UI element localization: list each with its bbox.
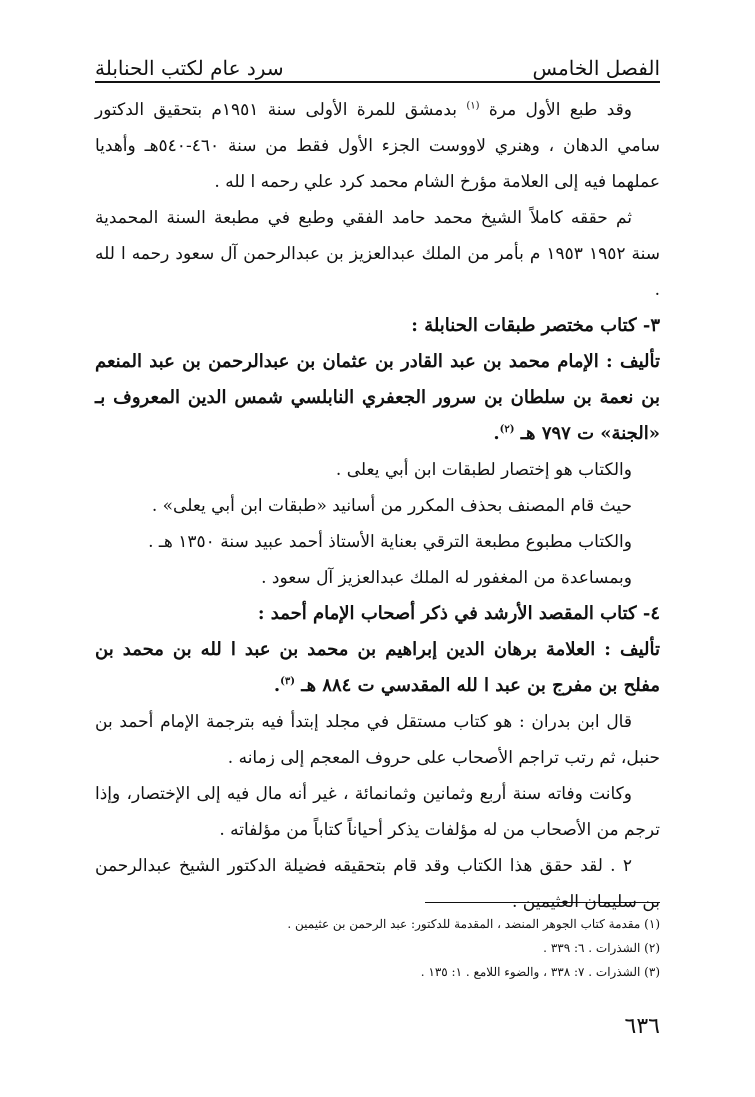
paragraph-second-print: ثم حققه كاملاً الشيخ محمد حامد الفقي وطبع في مطبعة السنة المحمدية سنة ١٩٥٢ ١٩٥٣ م بأمر من الملك عبدالعزيز بن عبدالرحمن آل سعود رحمه ا لله .	[95, 208, 660, 300]
author-book-4: تأليف : العلامة برهان الدين إبراهيم بن محمد بن عبد ا لله بن محمد بن مفلح بن مفرج بن عبد ا لله المقدسي ت ٨٨٤ هـ $^{(٣)}$.	[95, 639, 660, 696]
footnote-rule	[425, 902, 660, 903]
header-rule	[95, 81, 660, 83]
footnote-2: (٢) الشذرات . ٦: ٣٣٩ .	[543, 941, 660, 955]
main-text	[95, 92, 660, 920]
running-header	[95, 30, 660, 86]
line-printing: والكتاب مطبوع مطبعة الترقي بعناية الأستاذ أحمد عبيد سنة ١٣٥٠ هـ .	[148, 532, 632, 552]
footnote-3: (٣) الشذرات . ٧: ٣٣٨ ، والضوء اللامع . ١: ١٣٥ .	[420, 965, 660, 979]
page-number: ٦٣٦	[624, 1014, 660, 1039]
section-title: سرد عام لكتب الحنابلة	[95, 56, 284, 80]
footnote-ref-3: (٣)	[280, 676, 296, 687]
paragraph-edition: ٢ . لقد حقق هذا الكتاب وقد قام بتحقيقه فضيلة الدكتور الشيخ عبدالرحمن بن سليمان العثيمين .	[95, 856, 660, 912]
heading-book-3: ٣- كتاب مختصر طبقات الحنابلة :	[411, 315, 660, 336]
line-support: وبمساعدة من المغفور له الملك عبدالعزيز آل سعود .	[261, 568, 632, 588]
footnote-ref-1: (١)	[466, 100, 480, 112]
paragraph-ibn-badran: قال ابن بدران : هو كتاب مستقل في مجلد إبتدأ فيه بترجمة الإمام أحمد بن حنبل، ثم رتب تراجم الأصحاب على حروف المعجم إلى زمانه .	[95, 712, 660, 768]
line-summary: والكتاب هو إختصار لطبقات ابن أبي يعلى .	[335, 460, 632, 480]
footnotes	[95, 912, 660, 984]
footnote-1: (١) مقدمة كتاب الجوهر المنضد ، المقدمة للدكتور: عبد الرحمن بن عثيمين .	[287, 917, 660, 931]
heading-book-4: ٤- كتاب المقصد الأرشد في ذكر أصحاب الإمام أحمد :	[257, 603, 660, 624]
paragraph-death: وكانت وفاته سنة أربع وثمانين وثمانمائة ، غير أنه مال فيه إلى الإختصار، وإذا ترجم من الأصحاب من له مؤلفات يذكر أحياناً كتاباً من مؤلفاته .	[95, 784, 660, 840]
chapter-title: الفصل الخامس	[532, 56, 660, 80]
paragraph-first-print: وقد طبع الأول مرة $^{(١)}$ بدمشق للمرة الأولى سنة ١٩٥١م بتحقيق الدكتور سامي الدهان ، وهنري لاووست الجزء الأول فقط من سنة ٤٦٠-٥٤٠هـ وأهديا عملهما فيه إلى العلامة مؤرخ الشام محمد كرد علي رحمه ا لله .	[95, 100, 660, 192]
author-book-3: تأليف : الإمام محمد بن عبد القادر بن عثمان بن عبدالرحمن بن عبد المنعم بن نعمة بن سلطان بن سرور الجعفري النابلسي شمس الدين المعروف بـ «الجنة» ت ٧٩٧ هـ $^{(٢)}$.	[95, 351, 660, 444]
footnote-ref-2: (٢)	[499, 424, 515, 435]
line-method: حيث قام المصنف بحذف المكرر من أسانيد «طبقات ابن أبي يعلى» .	[151, 496, 632, 516]
